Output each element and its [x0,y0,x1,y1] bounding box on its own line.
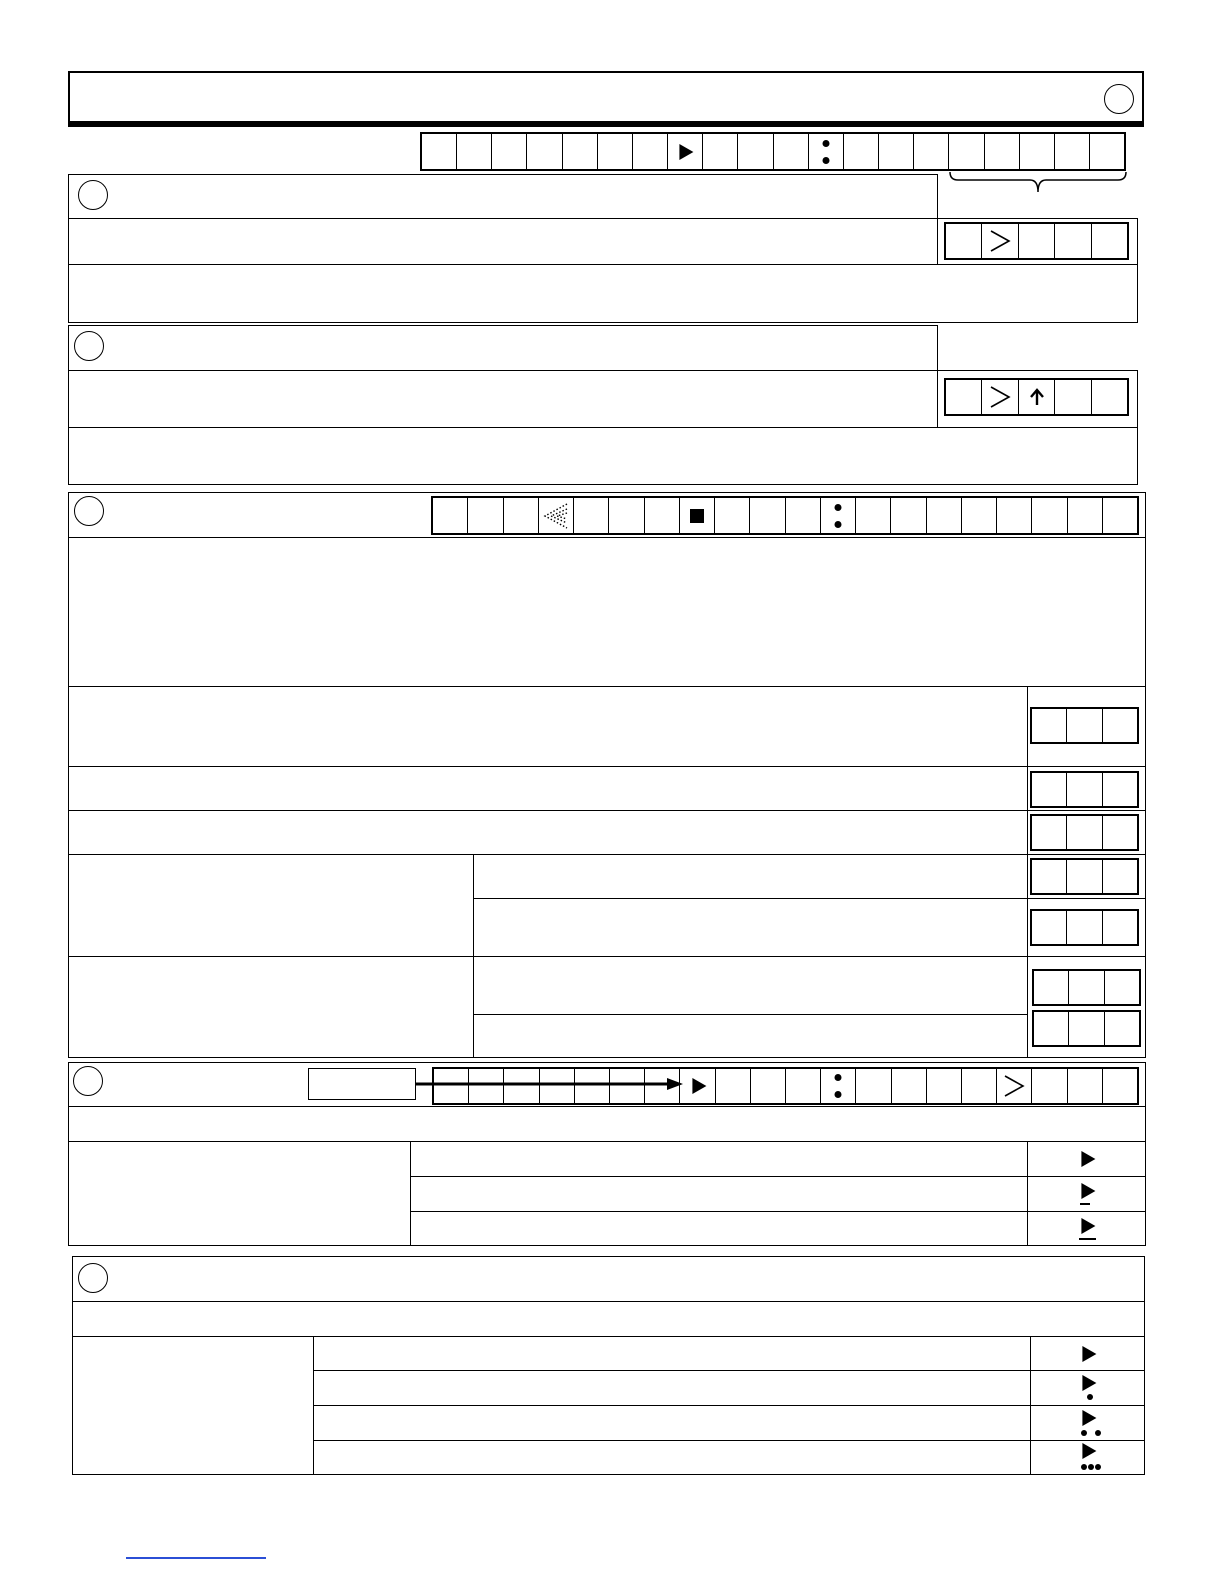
code-cell[interactable] [949,134,984,169]
triangle-icon [1082,1346,1096,1362]
code-cell[interactable] [1103,1069,1137,1103]
triangle-icon [1082,1410,1096,1426]
code-cell[interactable] [1103,498,1137,533]
dot-icon [1081,1464,1087,1470]
brace-icon [948,170,1128,196]
code-cell[interactable] [1055,380,1091,414]
code-cell[interactable] [1103,816,1137,849]
code-cell[interactable] [879,134,914,169]
code-cell[interactable] [633,134,668,169]
triangle-icon [1081,1218,1095,1234]
section-4-marker [73,1066,103,1096]
section-5-marker [78,1263,108,1293]
section-2-heading [68,325,938,371]
code-cell[interactable] [1092,380,1127,414]
code-cell[interactable] [962,498,997,533]
code-cell[interactable] [540,1069,575,1103]
section-3-code-strip [431,496,1139,535]
section-5-block [72,1256,1145,1475]
section-3-box-3 [1030,814,1139,851]
code-cell[interactable] [927,1069,962,1103]
chevron-right-icon [989,229,1011,253]
code-cell[interactable] [715,498,750,533]
triangle-icon [1081,1183,1095,1199]
section-1-notes [68,264,1138,323]
triangle-icon [692,1078,706,1094]
code-cell[interactable] [457,134,492,169]
code-cell[interactable] [1019,224,1055,258]
code-cell[interactable] [1103,860,1137,893]
code-cell[interactable] [609,498,644,533]
code-cell[interactable] [1034,971,1069,1004]
code-cell[interactable] [1067,709,1102,742]
header-section-marker [1104,84,1134,114]
code-cell[interactable] [598,134,633,169]
section-3-box-2 [1030,771,1139,808]
dotted-chevron-left-icon [541,501,571,531]
code-cell[interactable] [527,134,562,169]
code-cell[interactable] [774,134,809,169]
section-5-symbol-3 [1031,1406,1145,1440]
triangle-icon [1081,1151,1095,1167]
code-cell[interactable] [962,1069,997,1103]
code-cell[interactable] [434,1069,469,1103]
section-4-symbol-2 [1028,1177,1146,1211]
dot-icon [1081,1430,1087,1436]
code-cell[interactable] [539,498,574,533]
code-cell[interactable] [821,498,856,533]
section-1-heading [68,174,938,219]
section-3-box-7 [1032,1010,1141,1047]
code-cell[interactable] [574,498,609,533]
code-cell[interactable] [856,498,891,533]
code-cell[interactable] [1103,709,1137,742]
code-cell[interactable] [1103,911,1137,944]
code-cell[interactable] [738,134,773,169]
code-cell[interactable] [1032,498,1067,533]
code-cell[interactable] [946,380,982,414]
code-cell[interactable] [1069,1012,1104,1045]
colon-icon [835,1074,842,1098]
underline-icon [1080,1203,1090,1205]
code-cell[interactable] [1103,773,1137,806]
chevron-right-icon [1003,1074,1025,1098]
code-cell[interactable] [982,380,1018,414]
code-cell[interactable] [1055,134,1090,169]
section-3-box-4 [1030,858,1139,895]
code-cell[interactable] [1032,709,1067,742]
triangle-icon [1082,1443,1096,1459]
section-3-box-1 [1030,707,1139,744]
code-cell[interactable] [1032,773,1067,806]
section-2-notes [68,427,1138,485]
code-cell[interactable] [786,1069,821,1103]
code-cell[interactable] [997,1069,1032,1103]
code-cell[interactable] [809,134,844,169]
code-cell[interactable] [1034,1012,1069,1045]
code-cell[interactable] [422,134,457,169]
triangle-icon [680,144,694,160]
section-3-box-5 [1030,909,1139,946]
code-cell[interactable] [997,498,1032,533]
code-cell[interactable] [750,498,785,533]
code-cell[interactable] [575,1069,610,1103]
section-3-block [68,492,1146,1058]
code-cell[interactable] [1020,134,1055,169]
section-3-marker [74,496,104,526]
footer-link[interactable] [126,1557,266,1559]
code-cell[interactable] [645,498,680,533]
square-icon [690,509,704,523]
code-cell[interactable] [914,134,949,169]
code-cell[interactable] [982,224,1018,258]
code-cell[interactable] [1032,1069,1067,1103]
code-cell[interactable] [1105,1012,1139,1045]
code-cell[interactable] [891,498,926,533]
code-cell[interactable] [504,498,539,533]
colon-icon [822,140,829,164]
code-cell[interactable] [668,134,703,169]
code-cell[interactable] [610,1069,645,1103]
section-4-symbol-3 [1028,1212,1146,1246]
code-cell[interactable] [1067,773,1102,806]
code-cell[interactable] [1090,134,1124,169]
code-cell[interactable] [469,1069,504,1103]
colon-icon [834,504,841,528]
section-4-input-box[interactable] [308,1068,416,1100]
code-cell[interactable] [680,498,715,533]
dot-icon [1088,1464,1094,1470]
form-header [68,71,1144,123]
code-cell[interactable] [786,498,821,533]
section-5-symbol-1 [1031,1337,1145,1370]
code-cell[interactable] [856,1069,891,1103]
code-cell[interactable] [492,134,527,169]
section-4-code-strip [432,1067,1139,1105]
code-cell[interactable] [985,134,1020,169]
code-cell[interactable] [504,1069,539,1103]
code-cell[interactable] [946,224,982,258]
section-2-code-box [944,378,1129,416]
header-rule [68,121,1144,127]
code-cell[interactable] [844,134,879,169]
code-cell[interactable] [1067,816,1102,849]
code-cell[interactable] [716,1069,751,1103]
code-cell[interactable] [1092,224,1127,258]
section-5-symbol-2 [1031,1371,1145,1405]
code-cell[interactable] [892,1069,927,1103]
caret-up-icon [1028,387,1046,407]
section-3-box-6 [1032,969,1141,1006]
dot-icon [1087,1394,1093,1400]
dot-icon [1095,1430,1101,1436]
code-cell[interactable] [1055,224,1091,258]
top-code-strip [420,132,1126,171]
code-cell[interactable] [1019,380,1055,414]
code-cell[interactable] [1069,971,1104,1004]
code-cell[interactable] [1068,498,1103,533]
code-cell[interactable] [1067,860,1102,893]
underline-icon [1079,1238,1096,1240]
code-cell[interactable] [1105,971,1139,1004]
code-cell[interactable] [680,1069,715,1103]
code-cell[interactable] [433,498,468,533]
code-cell[interactable] [563,134,598,169]
section-4-symbol-1 [1028,1142,1146,1176]
code-cell[interactable] [645,1069,680,1103]
code-cell[interactable] [468,498,503,533]
code-cell[interactable] [751,1069,786,1103]
triangle-icon [1082,1375,1096,1391]
section-2-marker [74,331,104,361]
code-cell[interactable] [1032,860,1067,893]
code-cell[interactable] [927,498,962,533]
section-1-code-box [944,222,1129,260]
code-cell[interactable] [1032,911,1067,944]
code-cell[interactable] [1068,1069,1103,1103]
code-cell[interactable] [703,134,738,169]
code-cell[interactable] [1032,816,1067,849]
chevron-right-icon [989,385,1011,409]
dot-icon [1095,1464,1101,1470]
code-cell[interactable] [1067,911,1102,944]
section-5-symbol-4 [1031,1441,1145,1475]
code-cell[interactable] [821,1069,856,1103]
section-1-marker [78,180,108,210]
